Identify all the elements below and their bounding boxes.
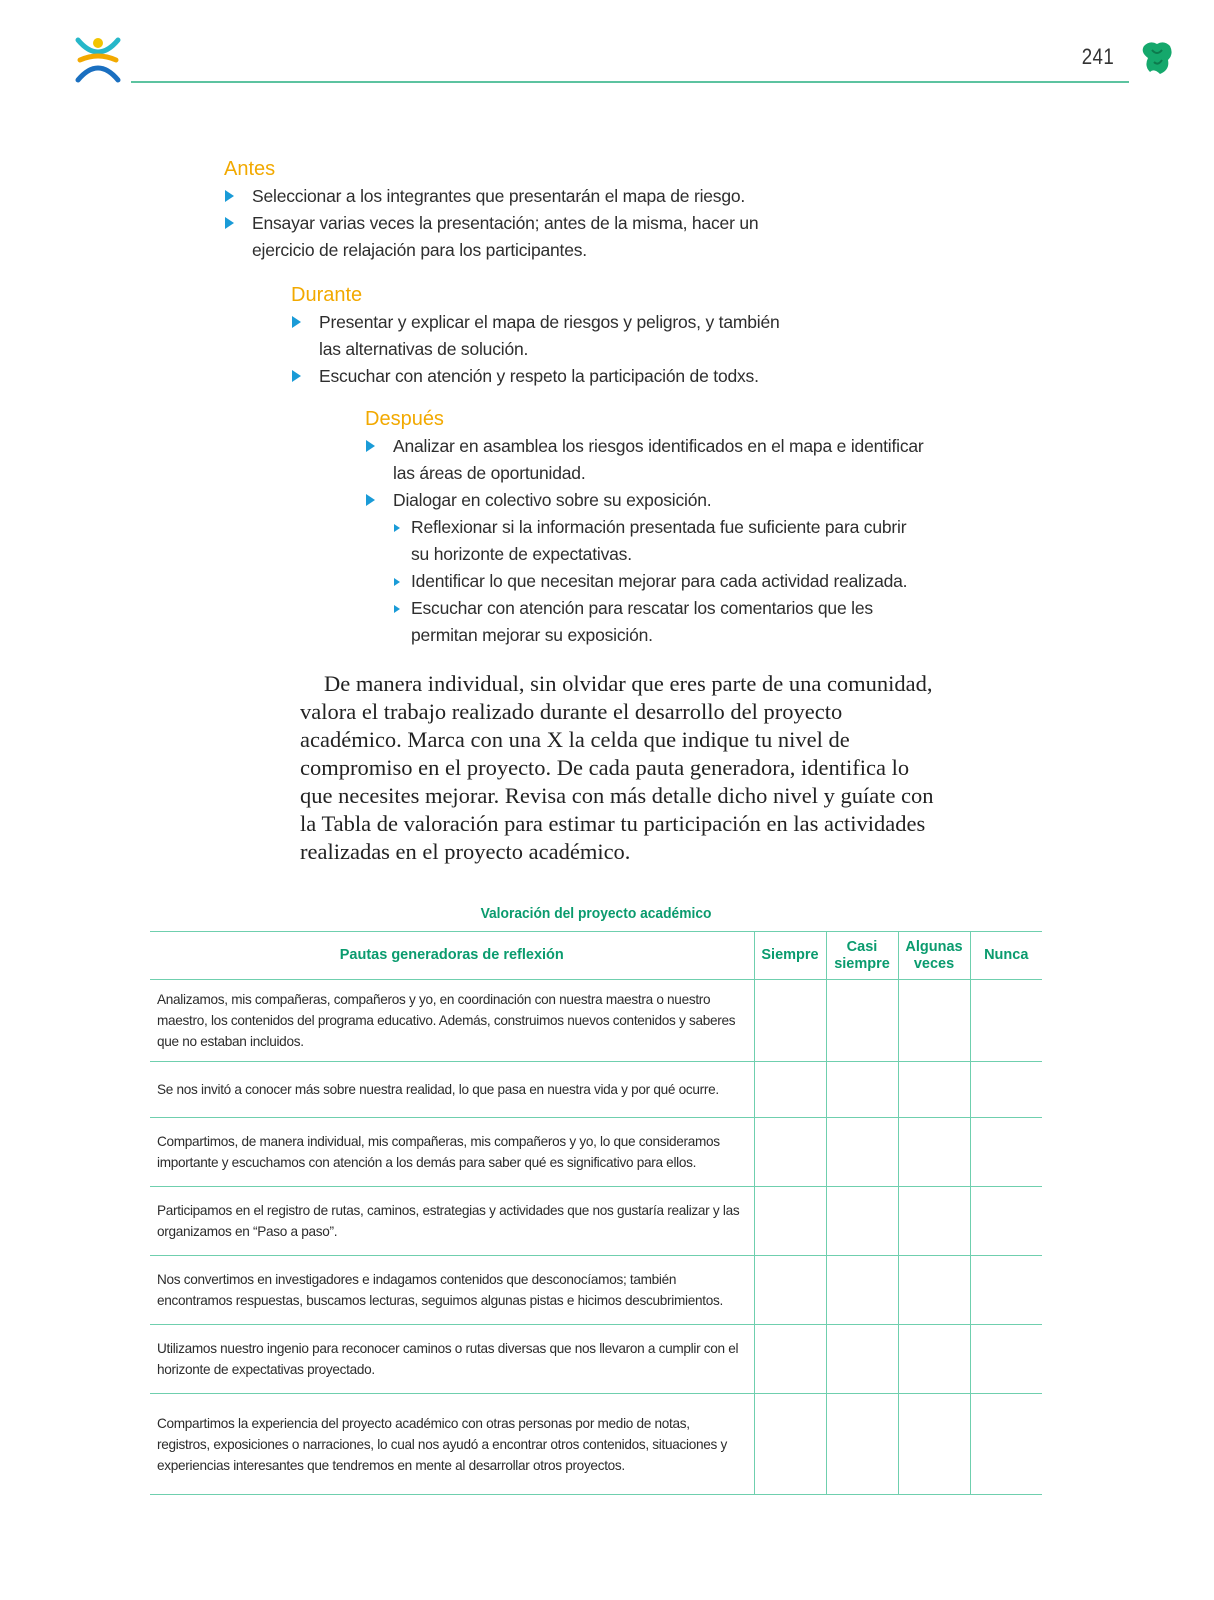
table-title: Valoración del proyecto académico <box>480 905 712 922</box>
table-row <box>150 1256 1042 1325</box>
section-durante <box>291 281 791 390</box>
cell-algunas-veces[interactable] <box>898 1118 970 1187</box>
cell-algunas-veces[interactable] <box>898 1325 970 1394</box>
cell-casi-siempre[interactable] <box>826 1187 898 1256</box>
green-ornament-icon <box>1140 40 1174 76</box>
cell-casi-siempre[interactable] <box>826 980 898 1062</box>
cell-siempre[interactable] <box>754 980 826 1062</box>
table-row <box>150 980 1042 1062</box>
section-title-antes: Antes <box>224 158 276 180</box>
cell-siempre[interactable] <box>754 1256 826 1325</box>
cell-algunas-veces[interactable] <box>898 1394 970 1495</box>
instruction-paragraph: De manera individual, sin olvidar que eres parte de una comunidad, valora el trabajo realizado durante el desarrollo del proyecto académico. Marca con una X la celda que indique tu nivel de compromiso en el proyecto. De cada pauta generadora, identifica lo que necesites mejorar. Revisa con más detalle dicho nivel y guíate con la Tabla de valoración para estimar tu participación en las actividades realizadas en el proyecto académico. <box>300 671 934 864</box>
pauta-text: Utilizamos nuestro ingenio para reconocer caminos o rutas diversas que nos llevaron a cumplir con el horizonte de expectativas proyectado. <box>150 1325 754 1394</box>
cell-casi-siempre[interactable] <box>826 1325 898 1394</box>
cell-siempre[interactable] <box>754 1062 826 1118</box>
bullet-arrow-icon <box>225 217 234 229</box>
cell-siempre[interactable] <box>754 1187 826 1256</box>
cell-siempre[interactable] <box>754 1325 826 1394</box>
bullet-arrow-icon <box>366 494 375 506</box>
bullet-arrow-icon <box>292 370 301 382</box>
sub-list-item: Escuchar con atención para rescatar los comentarios que les permitan mejorar su exposición. <box>393 595 925 649</box>
pauta-text: Compartimos la experiencia del proyecto académico con otras personas por medio de notas, registros, exposiciones o narraciones, lo cual nos ayudó a encontrar otros contenidos, situaciones y experiencias interesantes que tendremos en mente al desarrollar otros proyectos. <box>150 1394 754 1495</box>
header-rule <box>131 81 1129 83</box>
header-siempre: Siempre <box>754 932 826 980</box>
cell-algunas-veces[interactable] <box>898 1187 970 1256</box>
cell-algunas-veces[interactable] <box>898 980 970 1062</box>
cell-algunas-veces[interactable] <box>898 1256 970 1325</box>
cell-casi-siempre[interactable] <box>826 1118 898 1187</box>
table-row <box>150 1118 1042 1187</box>
durante-list <box>291 309 791 390</box>
small-bullet-arrow-icon <box>394 605 400 613</box>
section-antes <box>224 155 764 264</box>
cell-nunca[interactable] <box>970 1062 1042 1118</box>
list-item: Escuchar con atención y respeto la participación de todxs. <box>291 363 791 390</box>
section-despues <box>365 405 925 649</box>
small-bullet-arrow-icon <box>394 578 400 586</box>
table-row <box>150 1325 1042 1394</box>
cell-nunca[interactable] <box>970 1187 1042 1256</box>
header-algunas-veces: Algunas veces <box>898 932 970 980</box>
pauta-text: Compartimos, de manera individual, mis compañeras, mis compañeros y yo, lo que consideramos importante y escuchamos con atención a los demás para saber qué es significativo para ellos. <box>150 1118 754 1187</box>
cell-casi-siempre[interactable] <box>826 1394 898 1495</box>
valoracion-table <box>150 931 1042 1495</box>
header-casi-siempre: Casi siempre <box>826 932 898 980</box>
cell-casi-siempre[interactable] <box>826 1062 898 1118</box>
header-pautas: Pautas generadoras de reflexión <box>150 932 754 980</box>
pauta-text: Nos convertimos en investigadores e indagamos contenidos que desconocíamos; también encontramos respuestas, buscamos lecturas, seguimos algunas pistas e hicimos descubrimientos. <box>150 1256 754 1325</box>
table-row <box>150 1394 1042 1495</box>
cell-nunca[interactable] <box>970 1256 1042 1325</box>
cell-nunca[interactable] <box>970 980 1042 1062</box>
section-title-durante: Durante <box>291 284 363 306</box>
cell-casi-siempre[interactable] <box>826 1256 898 1325</box>
bullet-arrow-icon <box>366 440 375 452</box>
sub-list-item: Identificar lo que necesitan mejorar para cada actividad realizada. <box>393 568 925 595</box>
table-row <box>150 1062 1042 1118</box>
section-title-despues: Después <box>365 408 444 430</box>
bullet-arrow-icon <box>225 190 234 202</box>
table-row <box>150 1187 1042 1256</box>
pauta-text: Se nos invitó a conocer más sobre nuestra realidad, lo que pasa en nuestra vida y por qué ocurre. <box>150 1062 754 1118</box>
cell-siempre[interactable] <box>754 1394 826 1495</box>
pauta-text: Analizamos, mis compañeras, compañeros y yo, en coordinación con nuestra maestra o nuestro maestro, los contenidos del programa educativo. Además, construimos nuevos contenidos y saberes que no estaban incluidos. <box>150 980 754 1062</box>
cell-nunca[interactable] <box>970 1394 1042 1495</box>
list-item: Ensayar varias veces la presentación; antes de la misma, hacer un ejercicio de relajación para los participantes. <box>224 210 764 264</box>
sub-list-item: Reflexionar si la información presentada fue suficiente para cubrir su horizonte de expectativas. <box>393 514 925 568</box>
cell-algunas-veces[interactable] <box>898 1062 970 1118</box>
list-item: Presentar y explicar el mapa de riesgos y peligros, y también las alternativas de solución. <box>291 309 791 363</box>
page-number: 241 <box>1081 44 1114 69</box>
list-item: Dialogar en colectivo sobre su exposición. <box>365 487 925 514</box>
despues-list <box>365 433 925 514</box>
list-item: Analizar en asamblea los riesgos identificados en el mapa e identificar las áreas de oportunidad. <box>365 433 925 487</box>
cell-nunca[interactable] <box>970 1325 1042 1394</box>
despues-sub-list <box>393 514 925 649</box>
cell-siempre[interactable] <box>754 1118 826 1187</box>
table-header-row <box>150 932 1042 980</box>
antes-list <box>224 183 764 264</box>
cell-nunca[interactable] <box>970 1118 1042 1187</box>
header-nunca: Nunca <box>970 932 1042 980</box>
abstract-people-logo-icon <box>72 34 124 86</box>
list-item: Seleccionar a los integrantes que presentarán el mapa de riesgo. <box>224 183 764 210</box>
bullet-arrow-icon <box>292 316 301 328</box>
small-bullet-arrow-icon <box>394 524 400 532</box>
pauta-text: Participamos en el registro de rutas, caminos, estrategias y actividades que nos gustaría realizar y las organizamos en “Paso a paso”. <box>150 1187 754 1256</box>
